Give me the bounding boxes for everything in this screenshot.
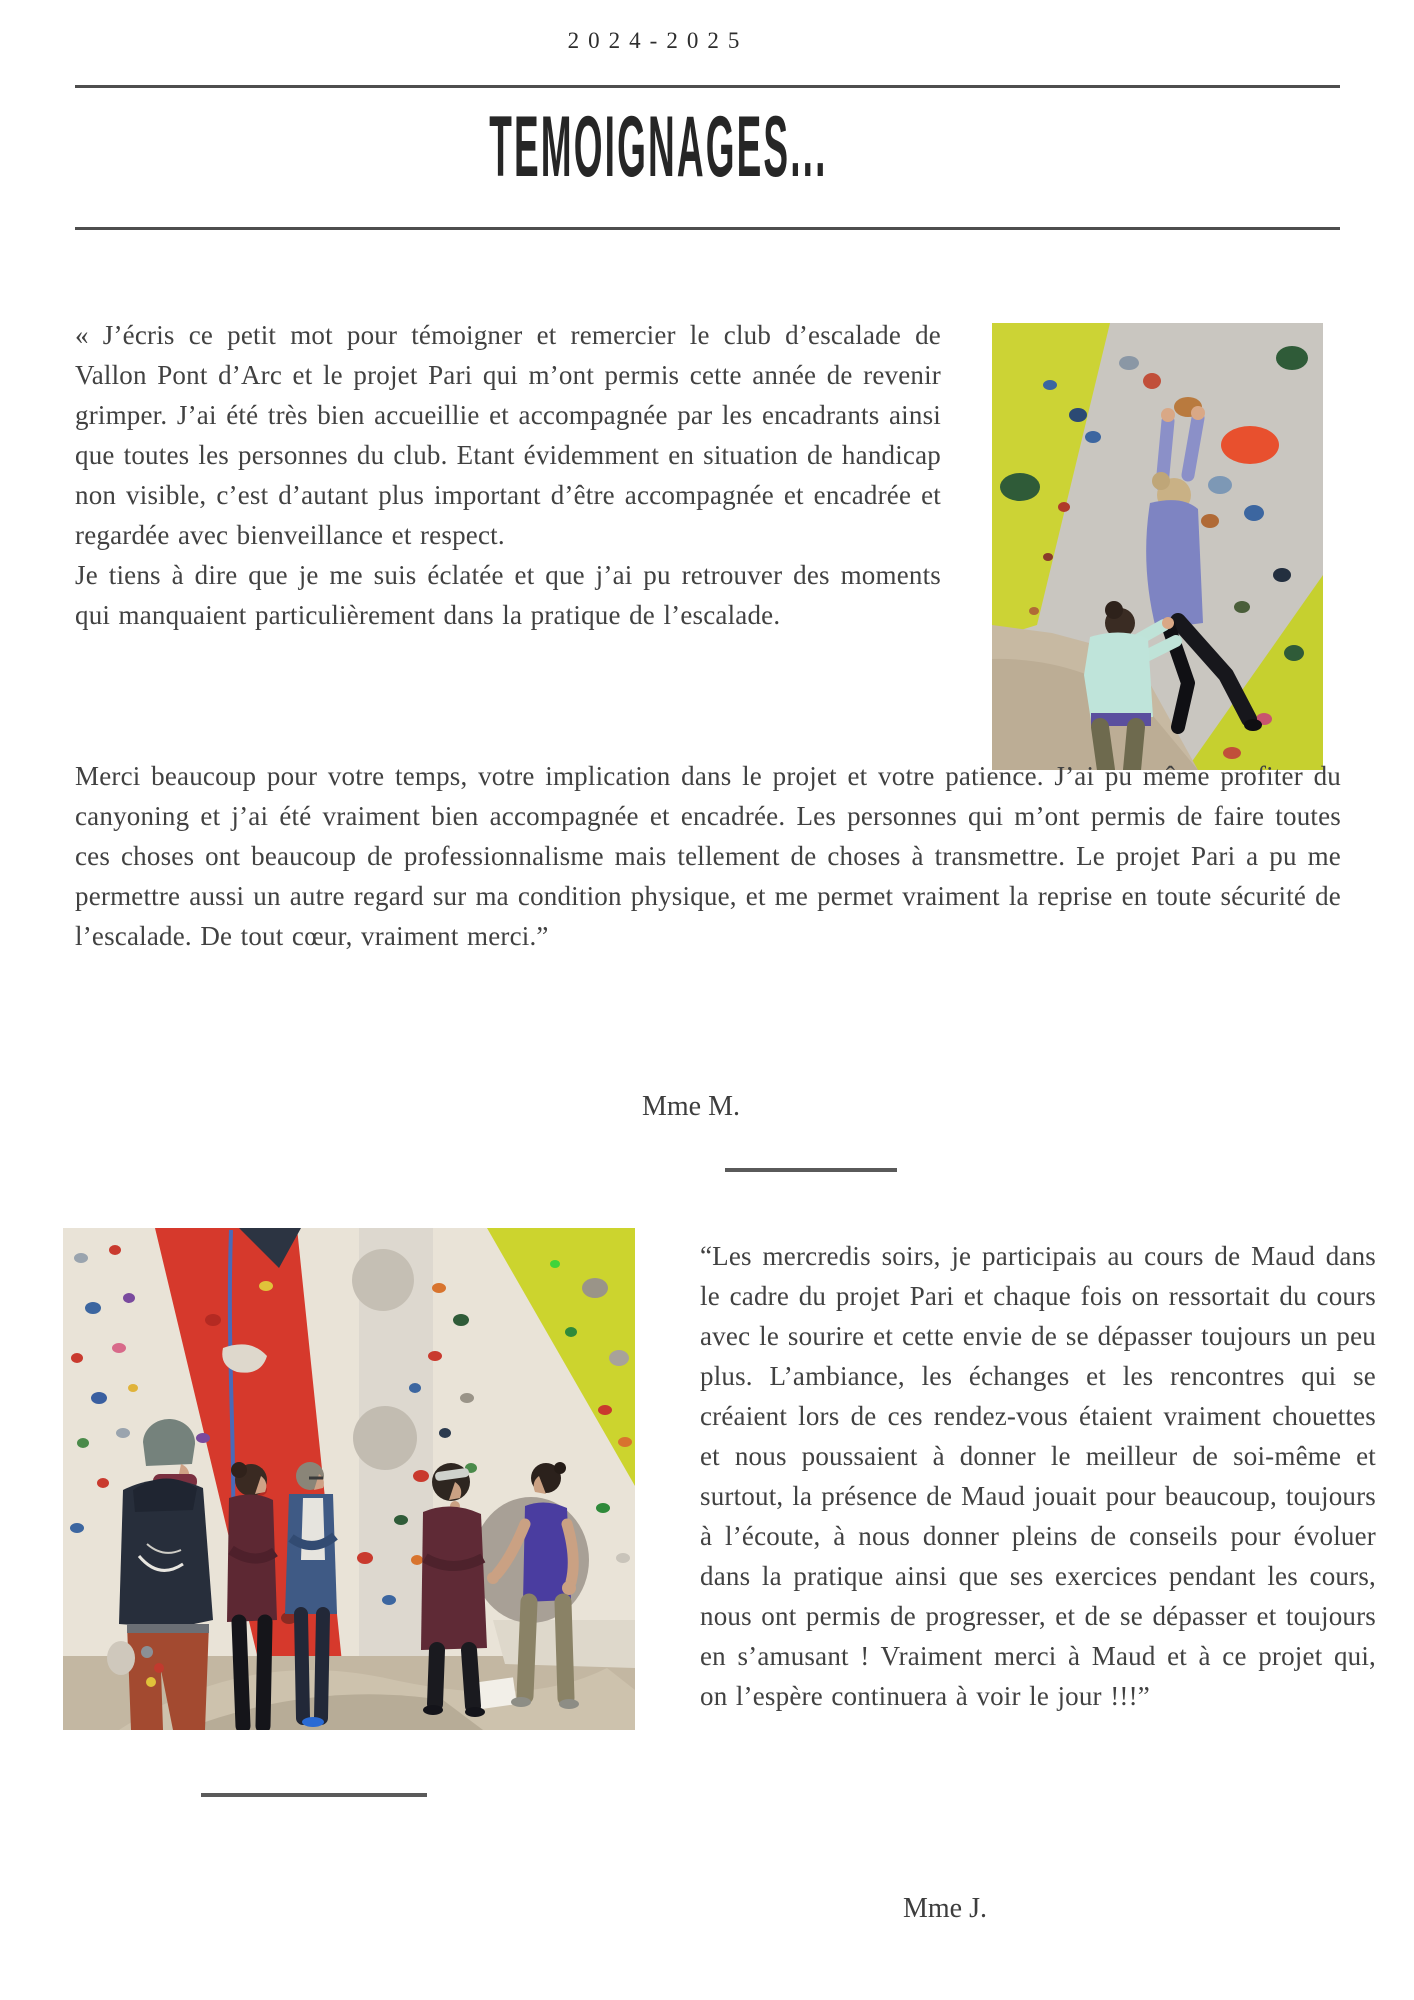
testimonial-1-paragraph-1: « J’écris ce petit mot pour témoigner et remercier le club d’escalade de Vallon Pont d’Arc et le projet Pari qui m’ont permis cette année de revenir grimper. J’ai été très bien accueillie et accompagnée par les encadrants ainsi que toutes les personnes du club. Etant évidemment en situation de handicap non visible, c’est d’autant plus important d’être accompagnée et encadrée et regardée avec bienveillance et respect.	[75, 320, 941, 550]
photo-group-discussion	[63, 1228, 635, 1730]
testimonial-2-text-column	[700, 1236, 1376, 1716]
photo-climbing-wall-duo	[992, 323, 1323, 770]
testimonial-1-attribution: Mme M.	[642, 1091, 740, 1122]
bottom-divider	[201, 1793, 427, 1797]
title-divider	[75, 227, 1340, 230]
wall-volume-mid	[353, 1406, 417, 1470]
top-divider	[75, 85, 1340, 88]
year-label: 2024-2025	[567, 28, 749, 53]
testimonial-2-attribution: Mme J.	[903, 1893, 987, 1924]
photo-group-illustration	[63, 1228, 635, 1730]
header-year-row	[0, 26, 1414, 56]
testimonial-1-text-full	[75, 756, 1341, 956]
testimonial-2-paragraph-1: “Les mercredis soirs, je participais au cours de Maud dans le cadre du projet Pari et chaque fois on ressortait du cours avec le sourire et cette envie de se dépasser toujours un peu plus. L’ambiance, les échanges et les rencontres qui se créaient lors de ces rendez-vous étaient vraiment chouettes et nous poussaient à donner le meilleur de soi-même et surtout, la présence de Maud jouait pour beaucoup, toujours à l’écoute, à nous donner pleins de conseils pour évoluer dans la pratique ainsi que ses exercices pendant les cours, nous ont permis de progresser, et de se dépasser et toujours en s’amusant ! Vraiment merci à Maud et à ce projet qui, on l’espère continuera à voir le jour !!!”	[700, 1241, 1376, 1711]
wall-volume-top	[352, 1249, 414, 1311]
testimonial-1-text-column	[75, 315, 941, 635]
testimonial-1-paragraph-2: Je tiens à dire que je me suis éclatée et que j’ai pu retrouver des moments qui manquaient particulièrement dans la pratique de l’escalade.	[75, 560, 941, 630]
page-title: TEMOIGNAGES...	[488, 99, 828, 195]
testimonial-1-paragraph-3: Merci beaucoup pour votre temps, votre implication dans le projet et votre patience. J’ai pu même profiter du canyoning et j’ai été vraiment bien accompagnée et encadrée. Les personnes qui m’ont permis de faire toutes ces choses ont beaucoup de professionnalisme mais tellement de choses à transmettre. Le projet Pari a pu me permettre aussi un autre regard sur ma condition physique, et me permet vraiment la reprise en toute sécurité de l’escalade. De tout cœur, vraiment merci.”	[75, 761, 1341, 951]
mid-divider	[725, 1168, 897, 1172]
page-title-row	[0, 99, 1414, 195]
photo-climbing-illustration	[992, 323, 1323, 770]
